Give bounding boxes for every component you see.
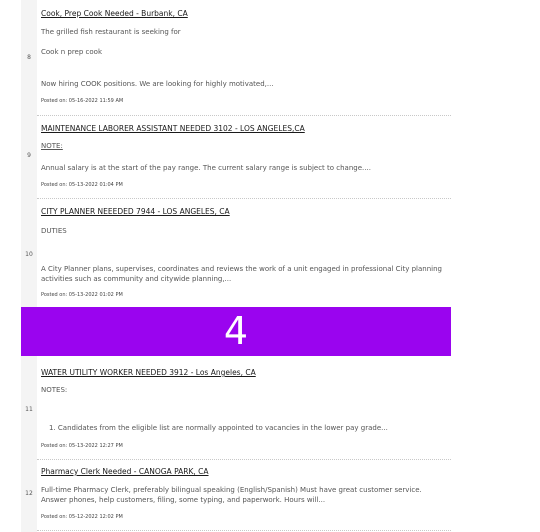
- listing-item: [27, 0, 451, 116]
- row-number: 12: [25, 490, 33, 497]
- listing-description: 1. Candidates from the eligible list are normally appointed to vacancies in the lower pay grade...: [49, 424, 388, 432]
- listing-item: [27, 115, 451, 199]
- posted-date: Posted on: 05-13-2022 01:02 PM: [41, 292, 123, 298]
- row-number-column: [21, 0, 37, 532]
- row-number: 10: [25, 251, 33, 258]
- row-number: 8: [27, 54, 31, 61]
- listing-item: [25, 198, 451, 307]
- listing-description: A City Planner plans, supervises, coordinates and reviews the work of a unit engaged in professional City planning activities such as community and citywide planning,...: [41, 265, 442, 283]
- listing-item: [25, 356, 451, 460]
- listing-description: Annual salary is at the start of the pay range. The current salary range is subject to change....: [41, 164, 371, 172]
- posted-date: Posted on: 05-13-2022 01:04 PM: [41, 182, 123, 188]
- listing-item: [25, 459, 451, 531]
- listing-description: Full-time Pharmacy Clerk, preferably bilingual speaking (English/Spanish) Must have great customer service. Answer phones, help customers, filing, some typing, and paperwork. Hours will...: [41, 486, 422, 504]
- listing-title-link[interactable]: MAINTENANCE LABORER ASSISTANT NEEDED 3102 - LOS ANGELES,CA: [41, 124, 305, 133]
- posted-date: Posted on: 05-16-2022 11:59 AM: [41, 98, 124, 104]
- posted-date: Posted on: 05-12-2022 12:02 PM: [41, 514, 123, 520]
- listing-description: The grilled fish restaurant is seeking for: [41, 28, 181, 36]
- listing-title-link[interactable]: Cook, Prep Cook Needed - Burbank, CA: [41, 9, 188, 18]
- listing-description: Now hiring COOK positions. We are looking for highly motivated,...: [41, 80, 274, 88]
- page-number-banner: 4: [21, 307, 451, 356]
- listing-description: NOTE:: [41, 142, 63, 150]
- row-number: 9: [27, 152, 31, 159]
- listing-description: NOTES:: [41, 386, 68, 394]
- listing-title-link[interactable]: WATER UTILITY WORKER NEEDED 3912 - Los Angeles, CA: [41, 368, 256, 377]
- posted-date: Posted on: 05-13-2022 12:27 PM: [41, 443, 123, 449]
- listing-title-link[interactable]: Pharmacy Clerk Needed - CANOGA PARK, CA: [41, 467, 209, 476]
- listing-description: Cook n prep cook: [41, 48, 103, 56]
- listing-description: DUTIES: [41, 227, 67, 235]
- listing-title-link[interactable]: CITY PLANNER NEEEDED 7944 - LOS ANGELES, CA: [41, 207, 230, 216]
- row-number: 11: [25, 406, 33, 413]
